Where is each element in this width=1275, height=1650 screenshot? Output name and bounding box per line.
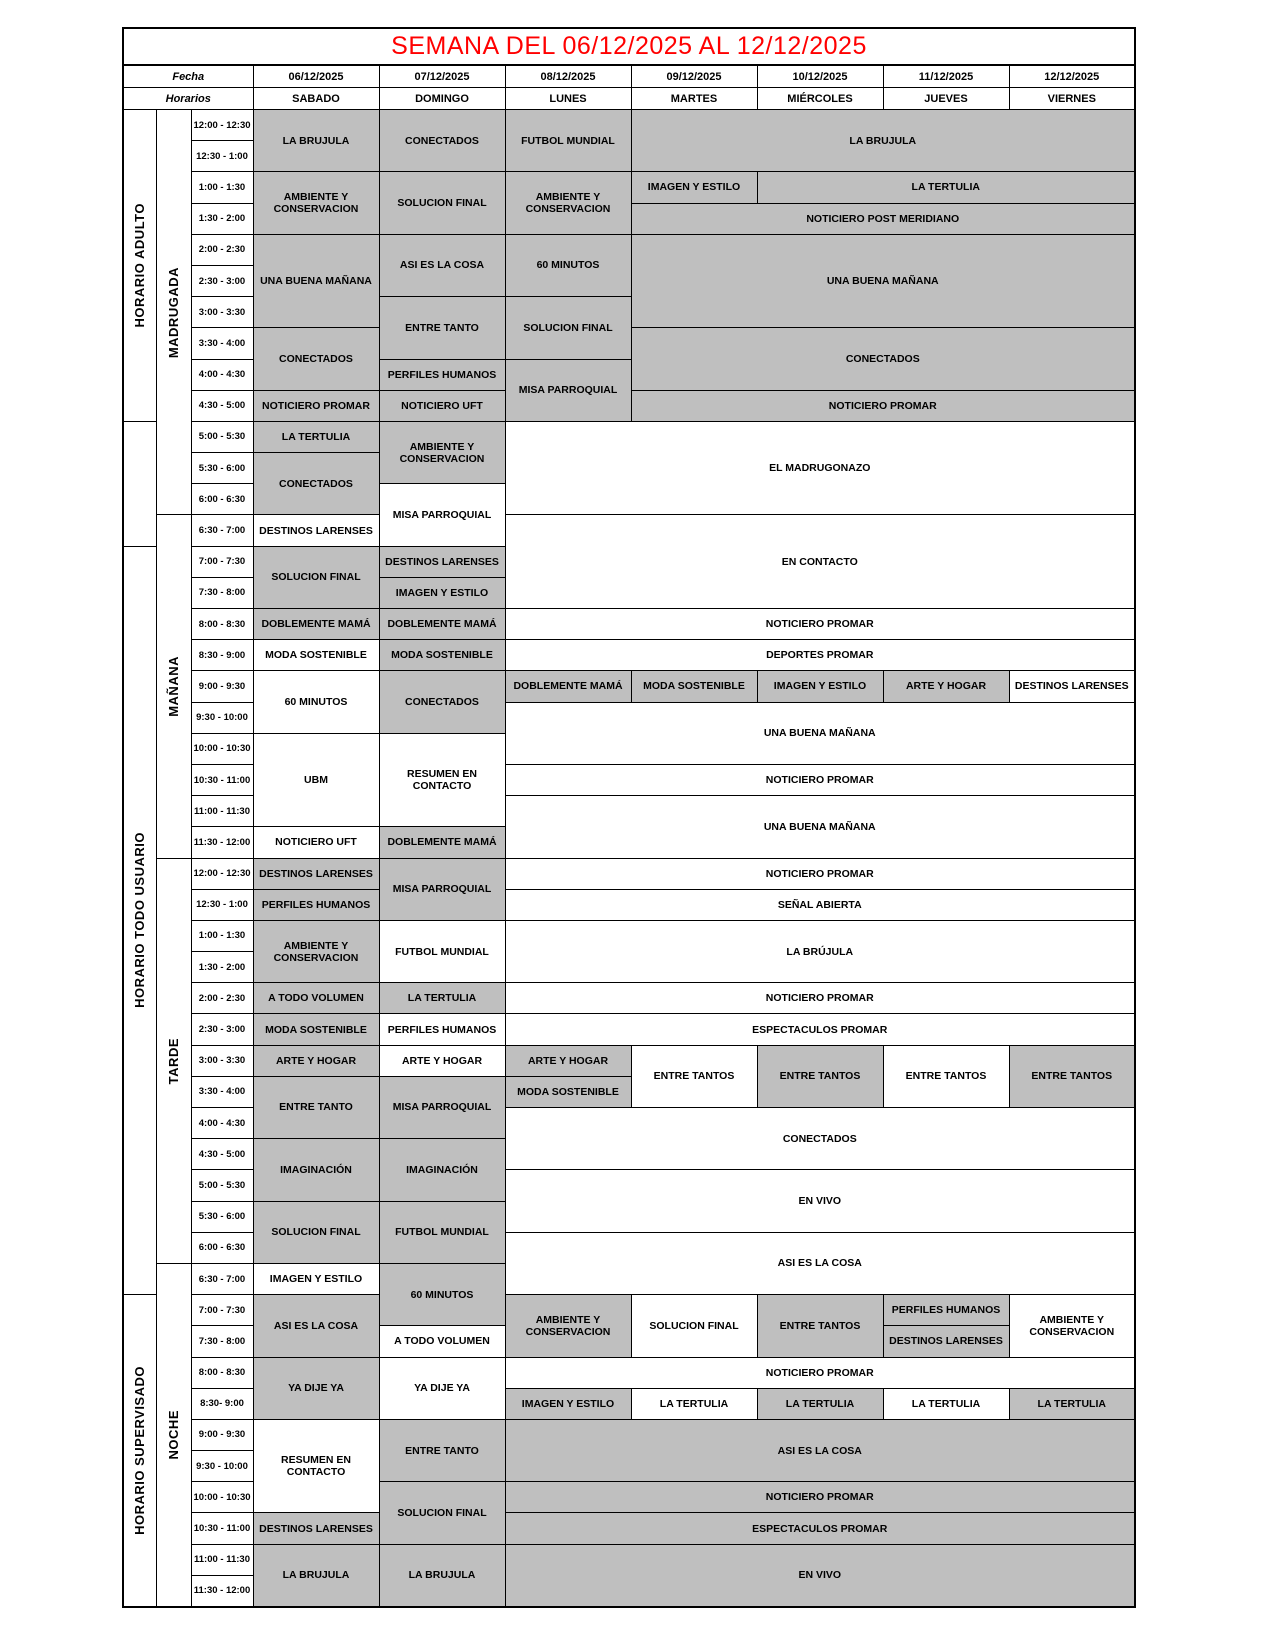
program-cell: DOBLEMENTE MAMÁ [505,671,631,702]
day-cell: LUNES [505,88,631,110]
rating-group-label [123,421,156,546]
time-slot-cell: 4:30 - 5:00 [191,390,253,421]
day-cell: MARTES [631,88,757,110]
program-cell: UNA BUENA MAÑANA [631,234,1135,328]
program-cell: MISA PARROQUIAL [379,1076,505,1138]
program-cell: DESTINOS LARENSES [883,1326,1009,1357]
program-cell: ESPECTACULOS PROMAR [505,1513,1135,1544]
time-slot-cell: 4:30 - 5:00 [191,1139,253,1170]
program-cell: AMBIENTE Y CONSERVACION [1009,1295,1135,1357]
program-cell: SEÑAL ABIERTA [505,889,1135,920]
daypart-group-label [156,515,191,858]
time-slot-cell: 3:00 - 3:30 [191,1045,253,1076]
time-slot-cell: 6:30 - 7:00 [191,1263,253,1294]
program-cell: AMBIENTE Y CONSERVACION [379,421,505,483]
program-cell: SOLUCION FINAL [379,172,505,234]
program-cell: ENTRE TANTOS [1009,1045,1135,1107]
program-cell: DESTINOS LARENSES [379,546,505,577]
time-slot-cell: 12:00 - 12:30 [191,110,253,141]
program-cell: ESPECTACULOS PROMAR [505,1014,1135,1045]
program-cell: DOBLEMENTE MAMÁ [253,609,379,640]
program-cell: ASI ES LA COSA [379,234,505,296]
date-cell: 12/12/2025 [1009,65,1135,88]
program-cell: IMAGEN Y ESTILO [631,172,757,203]
schedule-row [123,421,1135,452]
program-cell: ENTRE TANTOS [757,1045,883,1107]
program-cell: MODA SOSTENIBLE [379,640,505,671]
time-slot-cell: 10:30 - 11:00 [191,1513,253,1544]
daypart-group-text: NOCHE [166,1409,181,1460]
program-cell: CONECTADOS [631,328,1135,390]
program-cell: UNA BUENA MAÑANA [253,234,379,328]
date-cell: 09/12/2025 [631,65,757,88]
program-cell: UBM [253,733,379,827]
rating-group-label [123,1295,156,1607]
daypart-group-label [156,1263,191,1606]
program-cell: IMAGEN Y ESTILO [253,1263,379,1294]
page-title: SEMANA DEL 06/12/2025 AL 12/12/2025 [123,28,1135,65]
program-cell: LA BRUJULA [253,1544,379,1606]
time-slot-cell: 7:30 - 8:00 [191,577,253,608]
time-slot-cell: 10:00 - 10:30 [191,733,253,764]
program-cell: FUTBOL MUNDIAL [379,1201,505,1263]
program-cell: DEPORTES PROMAR [505,640,1135,671]
program-cell: ENTRE TANTOS [757,1295,883,1357]
schedule-row [123,1544,1135,1575]
time-slot-cell: 9:30 - 10:00 [191,1451,253,1482]
program-cell: SOLUCION FINAL [631,1295,757,1357]
time-slot-cell: 6:00 - 6:30 [191,1232,253,1263]
date-cell: 10/12/2025 [757,65,883,88]
date-cell: 06/12/2025 [253,65,379,88]
time-slot-cell: 10:00 - 10:30 [191,1482,253,1513]
program-cell: RESUMEN EN CONTACTO [379,733,505,827]
schedule-row [123,1419,1135,1450]
program-cell: MODA SOSTENIBLE [253,1014,379,1045]
program-cell: NOTICIERO POST MERIDIANO [631,203,1135,234]
daypart-group-text: MAÑANA [166,656,181,717]
rating-group-label [123,110,156,422]
time-slot-cell: 1:30 - 2:00 [191,203,253,234]
program-cell: DOBLEMENTE MAMÁ [379,609,505,640]
program-cell: AMBIENTE Y CONSERVACION [505,1295,631,1357]
time-slot-cell: 6:30 - 7:00 [191,515,253,546]
time-slot-cell: 9:00 - 9:30 [191,1419,253,1450]
daypart-group-label [156,110,191,515]
schedule-row [123,515,1135,546]
program-cell: LA TERTULIA [1009,1388,1135,1419]
time-slot-cell: 3:30 - 4:00 [191,1076,253,1107]
program-cell: MODA SOSTENIBLE [631,671,757,702]
rating-group-text: HORARIO TODO USUARIO [132,832,148,1009]
day-cell: VIERNES [1009,88,1135,110]
program-cell: IMAGINACIÓN [379,1139,505,1201]
program-cell: YA DIJE YA [379,1357,505,1419]
program-cell: NOTICIERO PROMAR [631,390,1135,421]
program-cell: EN VIVO [505,1170,1135,1232]
program-cell: LA TERTULIA [253,421,379,452]
time-slot-cell: 12:00 - 12:30 [191,858,253,889]
program-cell: AMBIENTE Y CONSERVACION [505,172,631,234]
program-cell: FUTBOL MUNDIAL [379,920,505,982]
day-cell: MIÉRCOLES [757,88,883,110]
schedule-row [123,110,1135,141]
time-slot-cell: 5:00 - 5:30 [191,1170,253,1201]
program-cell: MISA PARROQUIAL [379,858,505,920]
program-cell: UNA BUENA MAÑANA [505,702,1135,764]
program-cell: MODA SOSTENIBLE [253,640,379,671]
daypart-group-text: TARDE [166,1037,181,1084]
program-cell: NOTICIERO PROMAR [505,1357,1135,1388]
time-slot-cell: 2:30 - 3:00 [191,1014,253,1045]
time-slot-cell: 7:00 - 7:30 [191,546,253,577]
program-cell: YA DIJE YA [253,1357,379,1419]
program-cell: AMBIENTE Y CONSERVACION [253,920,379,982]
program-cell: SOLUCION FINAL [379,1482,505,1544]
time-slot-cell: 2:00 - 2:30 [191,234,253,265]
horarios-label: Horarios [123,88,253,110]
schedule-row [123,1357,1135,1388]
program-cell: LA TERTULIA [757,172,1135,203]
program-cell: LA TERTULIA [379,983,505,1014]
rating-group-text: HORARIO SUPERVISADO [132,1365,148,1535]
schedule-row [123,234,1135,265]
program-cell: DESTINOS LARENSES [1009,671,1135,702]
time-slot-cell: 4:00 - 4:30 [191,1108,253,1139]
date-header-row [123,65,1135,88]
schedule-row [123,1295,1135,1326]
schedule-row [123,858,1135,889]
program-cell: ASI ES LA COSA [253,1295,379,1357]
program-cell: IMAGEN Y ESTILO [379,577,505,608]
time-slot-cell: 9:00 - 9:30 [191,671,253,702]
program-cell: RESUMEN EN CONTACTO [253,1419,379,1513]
time-slot-cell: 11:00 - 11:30 [191,1544,253,1575]
day-header-row [123,88,1135,110]
program-cell: SOLUCION FINAL [253,546,379,608]
program-cell: NOTICIERO PROMAR [505,983,1135,1014]
program-cell: NOTICIERO UFT [253,827,379,858]
schedule-row [123,889,1135,920]
time-slot-cell: 1:00 - 1:30 [191,920,253,951]
program-cell: MISA PARROQUIAL [379,484,505,546]
time-slot-cell: 6:00 - 6:30 [191,484,253,515]
program-cell: PERFILES HUMANOS [379,1014,505,1045]
program-cell: IMAGEN Y ESTILO [505,1388,631,1419]
day-cell: SABADO [253,88,379,110]
time-slot-cell: 11:00 - 11:30 [191,796,253,827]
schedule-row [123,172,1135,203]
time-slot-cell: 4:00 - 4:30 [191,359,253,390]
schedule-row [123,609,1135,640]
program-cell: ENTRE TANTO [253,1076,379,1138]
time-slot-cell: 3:30 - 4:00 [191,328,253,359]
program-cell: PERFILES HUMANOS [253,889,379,920]
time-slot-cell: 8:30- 9:00 [191,1388,253,1419]
program-cell: FUTBOL MUNDIAL [505,110,631,172]
program-cell: LA BRÚJULA [505,920,1135,982]
program-cell: ARTE Y HOGAR [505,1045,631,1076]
program-cell: ENTRE TANTO [379,1419,505,1481]
schedule-row [123,1014,1135,1045]
time-slot-cell: 11:30 - 12:00 [191,1575,253,1606]
time-slot-cell: 12:30 - 1:00 [191,889,253,920]
program-cell: NOTICIERO PROMAR [253,390,379,421]
program-cell: ASI ES LA COSA [505,1419,1135,1481]
program-cell: CONECTADOS [379,671,505,733]
weekly-schedule-table [122,27,1136,1608]
program-cell: 60 MINUTOS [379,1263,505,1325]
time-slot-cell: 11:30 - 12:00 [191,827,253,858]
program-cell: A TODO VOLUMEN [253,983,379,1014]
program-cell: SOLUCION FINAL [253,1201,379,1263]
program-cell: ARTE Y HOGAR [883,671,1009,702]
time-slot-cell: 8:00 - 8:30 [191,609,253,640]
program-cell: DESTINOS LARENSES [253,515,379,546]
program-cell: NOTICIERO PROMAR [505,858,1135,889]
schedule-grid [123,110,1135,1607]
program-cell: PERFILES HUMANOS [379,359,505,390]
program-cell: MODA SOSTENIBLE [505,1076,631,1107]
schedule-row [123,640,1135,671]
program-cell: ENTRE TANTO [379,297,505,359]
program-cell: ASI ES LA COSA [505,1232,1135,1294]
schedule-row [123,1045,1135,1076]
date-cell: 08/12/2025 [505,65,631,88]
program-cell: NOTICIERO UFT [379,390,505,421]
program-cell: MISA PARROQUIAL [505,359,631,421]
day-cell: JUEVES [883,88,1009,110]
program-cell: IMAGEN Y ESTILO [757,671,883,702]
daypart-group-label [156,858,191,1263]
program-cell: LA TERTULIA [631,1388,757,1419]
daypart-group-text: MADRUGADA [166,266,181,358]
time-slot-cell: 2:00 - 2:30 [191,983,253,1014]
program-cell: UNA BUENA MAÑANA [505,796,1135,858]
program-cell: DESTINOS LARENSES [253,858,379,889]
time-slot-cell: 5:30 - 6:00 [191,453,253,484]
program-cell: PERFILES HUMANOS [883,1295,1009,1326]
program-cell: CONECTADOS [253,328,379,390]
time-slot-cell: 1:00 - 1:30 [191,172,253,203]
program-cell: LA TERTULIA [757,1388,883,1419]
program-cell: LA BRUJULA [631,110,1135,172]
time-slot-cell: 12:30 - 1:00 [191,141,253,172]
schedule-row [123,983,1135,1014]
schedule-row [123,671,1135,702]
program-cell: 60 MINUTOS [253,671,379,733]
program-cell: ENTRE TANTOS [631,1045,757,1107]
program-cell: LA BRUJULA [379,1544,505,1606]
rating-group-label [123,546,156,1295]
program-cell: IMAGINACIÓN [253,1139,379,1201]
time-slot-cell: 5:00 - 5:30 [191,421,253,452]
program-cell: DESTINOS LARENSES [253,1513,379,1544]
time-slot-cell: 7:00 - 7:30 [191,1295,253,1326]
program-cell: ENTRE TANTOS [883,1045,1009,1107]
program-cell: ARTE Y HOGAR [253,1045,379,1076]
time-slot-cell: 5:30 - 6:00 [191,1201,253,1232]
time-slot-cell: 2:30 - 3:00 [191,265,253,296]
time-slot-cell: 7:30 - 8:00 [191,1326,253,1357]
program-cell: EN CONTACTO [505,515,1135,609]
time-slot-cell: 1:30 - 2:00 [191,952,253,983]
title-row [123,28,1135,65]
program-cell: A TODO VOLUMEN [379,1326,505,1357]
program-cell: ARTE Y HOGAR [379,1045,505,1076]
program-cell: CONECTADOS [379,110,505,172]
program-cell: NOTICIERO PROMAR [505,764,1135,795]
fecha-label: Fecha [123,65,253,88]
time-slot-cell: 8:30 - 9:00 [191,640,253,671]
date-cell: 11/12/2025 [883,65,1009,88]
program-cell: LA BRUJULA [253,110,379,172]
program-cell: LA TERTULIA [883,1388,1009,1419]
date-cell: 07/12/2025 [379,65,505,88]
time-slot-cell: 8:00 - 8:30 [191,1357,253,1388]
schedule-row [123,1513,1135,1544]
program-cell: AMBIENTE Y CONSERVACION [253,172,379,234]
day-cell: DOMINGO [379,88,505,110]
time-slot-cell: 3:00 - 3:30 [191,297,253,328]
program-cell: EL MADRUGONAZO [505,421,1135,515]
program-cell: SOLUCION FINAL [505,297,631,359]
schedule-row [123,920,1135,951]
program-cell: 60 MINUTOS [505,234,631,296]
program-cell: NOTICIERO PROMAR [505,609,1135,640]
program-cell: DOBLEMENTE MAMÁ [379,827,505,858]
time-slot-cell: 10:30 - 11:00 [191,764,253,795]
program-cell: CONECTADOS [253,453,379,515]
program-cell: NOTICIERO PROMAR [505,1482,1135,1513]
time-slot-cell: 9:30 - 10:00 [191,702,253,733]
program-cell: EN VIVO [505,1544,1135,1606]
rating-group-text: HORARIO ADULTO [132,203,148,328]
program-cell: CONECTADOS [505,1108,1135,1170]
